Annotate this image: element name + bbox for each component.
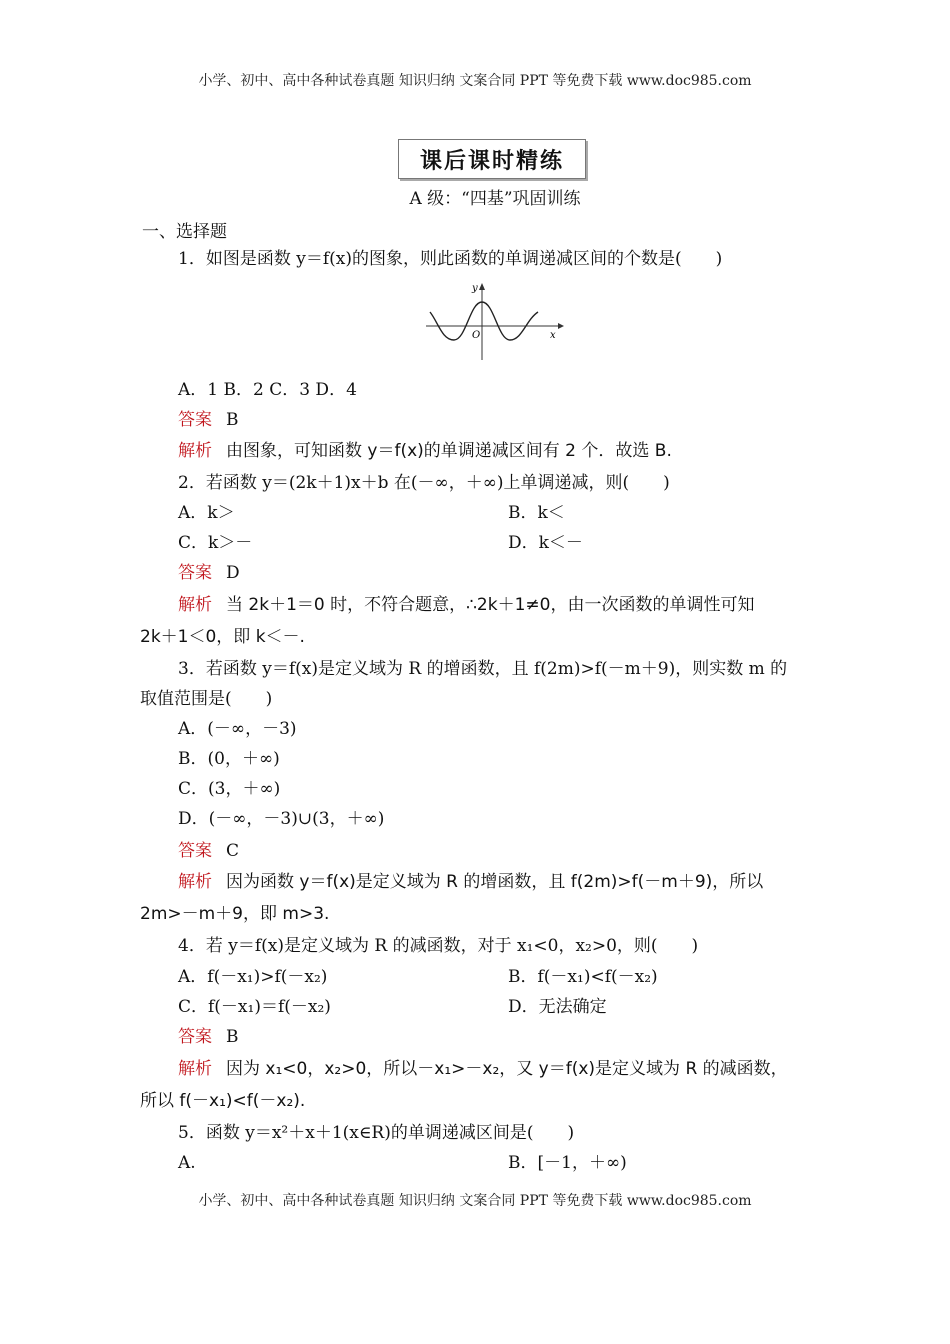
q3-option-a: A．(－∞，－3) bbox=[178, 719, 297, 739]
q4-analysis bbox=[178, 1058, 788, 1080]
q3-option-c: C．(3，＋∞) bbox=[178, 779, 281, 799]
q2-stem: 2．若函数 y＝(2k＋1)x＋b 在(－∞，＋∞)上单调递减，则( ) bbox=[178, 473, 670, 493]
q3-analysis bbox=[178, 871, 763, 893]
q4-stem: 4．若 y＝f(x)是定义域为 R 的减函数，对于 x₁<0，x₂>0，则( ) bbox=[178, 936, 699, 956]
q3-stem-line-1: 3．若函数 y＝f(x)是定义域为 R 的增函数，且 f(2m)>f(－m＋9)，则实数 m 的 bbox=[178, 659, 788, 679]
answer-label: 答案 bbox=[178, 841, 212, 861]
section-heading: 一、选择题 bbox=[142, 222, 227, 242]
q3-option-b: B．(0，＋∞) bbox=[178, 749, 280, 769]
q2-analysis bbox=[178, 594, 754, 616]
q3-answer-value: C bbox=[226, 841, 240, 861]
q4-option-d: D．无法确定 bbox=[508, 997, 607, 1017]
q4-analysis-text-2: 所以 f(－x₁)<f(－x₂). bbox=[140, 1091, 306, 1111]
q4-answer bbox=[178, 1026, 239, 1048]
page-header: 小学、初中、高中各种试卷真题 知识归纳 文案合同 PPT 等免费下载 www.doc985.com bbox=[198, 73, 752, 89]
q3-stem-line-2: 取值范围是( ) bbox=[140, 689, 273, 709]
function-graph bbox=[420, 278, 570, 366]
q2-option-b: B．k＜ bbox=[508, 503, 565, 523]
q3-analysis-text-2: 2m>－m＋9，即 m>3. bbox=[140, 904, 330, 924]
function-curve bbox=[430, 302, 538, 340]
q2-option-d: D．k＜－ bbox=[508, 533, 583, 553]
page-title: 课后课时精练 bbox=[398, 139, 586, 179]
q5-option-a: A. bbox=[178, 1153, 196, 1173]
q2-answer-value: D bbox=[226, 563, 240, 583]
x-axis-arrow bbox=[558, 323, 564, 329]
q2-answer bbox=[178, 562, 240, 584]
q2-option-c: C．k＞－ bbox=[178, 533, 253, 553]
q3-option-d: D．(－∞，－3)∪(3，＋∞) bbox=[178, 809, 385, 829]
y-axis-label: y bbox=[472, 283, 478, 294]
q2-analysis-text-1: 当 2k＋1＝0 时，不符合题意，∴2k＋1≠0，由一次函数的单调性可知 bbox=[226, 595, 755, 615]
origin-label: O bbox=[472, 330, 481, 341]
y-axis-arrow bbox=[479, 283, 485, 290]
q4-option-a: A．f(－x₁)>f(－x₂) bbox=[178, 967, 328, 987]
analysis-label: 解析 bbox=[178, 872, 212, 892]
x-axis-label: x bbox=[550, 330, 556, 341]
analysis-label: 解析 bbox=[178, 441, 212, 461]
q3-answer bbox=[178, 840, 239, 862]
q1-options: A．1 B．2 C．3 D．4 bbox=[178, 380, 357, 400]
q1-answer bbox=[178, 409, 239, 431]
q1-analysis bbox=[178, 440, 672, 462]
answer-label: 答案 bbox=[178, 410, 212, 430]
q2-option-a: A．k＞ bbox=[178, 503, 235, 523]
q4-option-c: C．f(－x₁)＝f(－x₂) bbox=[178, 997, 331, 1017]
answer-label: 答案 bbox=[178, 1027, 212, 1047]
q4-option-b: B．f(－x₁)<f(－x₂) bbox=[508, 967, 658, 987]
q3-analysis-text-1: 因为函数 y＝f(x)是定义域为 R 的增函数，且 f(2m)>f(－m＋9)，所以 bbox=[226, 872, 764, 892]
q2-analysis-text-2: 2k＋1＜0，即 k＜－. bbox=[140, 627, 305, 647]
page-footer: 小学、初中、高中各种试卷真题 知识归纳 文案合同 PPT 等免费下载 www.doc985.com bbox=[198, 1193, 752, 1209]
subtitle: A 级：“四基”巩固训练 bbox=[409, 189, 581, 209]
answer-label: 答案 bbox=[178, 563, 212, 583]
q1-stem: 1．如图是函数 y＝f(x)的图象，则此函数的单调递减区间的个数是( ) bbox=[178, 249, 723, 269]
analysis-label: 解析 bbox=[178, 1059, 212, 1079]
q4-answer-value: B bbox=[226, 1027, 239, 1047]
q4-analysis-text-1: 因为 x₁<0，x₂>0，所以－x₁>－x₂，又 y＝f(x)是定义域为 R 的减函数， bbox=[226, 1059, 788, 1079]
q5-option-b: B．[－1，＋∞) bbox=[508, 1153, 627, 1173]
q5-stem: 5．函数 y＝x²＋x＋1(x∈R)的单调递减区间是( ) bbox=[178, 1123, 575, 1143]
q1-answer-value: B bbox=[226, 410, 239, 430]
q1-analysis-text: 由图象，可知函数 y＝f(x)的单调递减区间有 2 个．故选 B. bbox=[226, 441, 672, 461]
analysis-label: 解析 bbox=[178, 595, 212, 615]
